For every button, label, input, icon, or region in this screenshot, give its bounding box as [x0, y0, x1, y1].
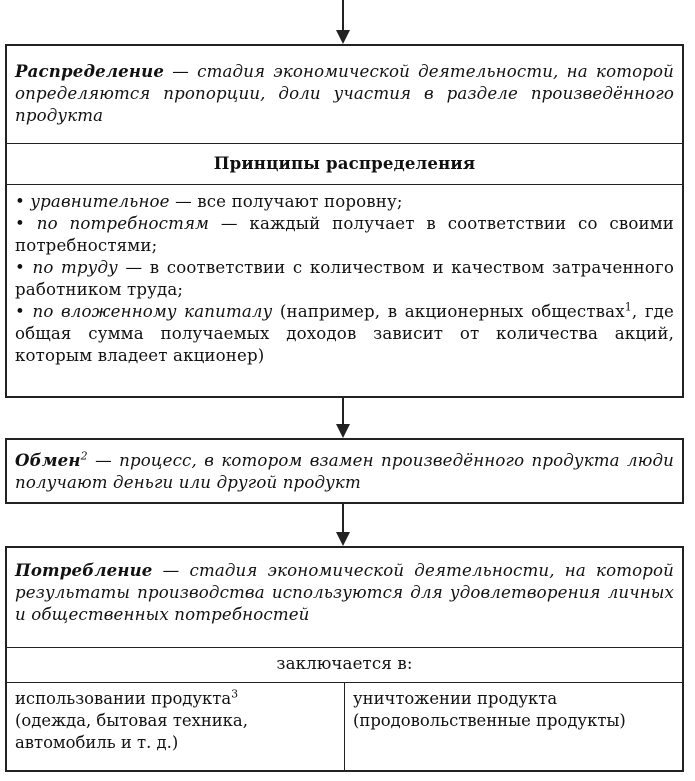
principle-term: по вложенному капиталу [32, 302, 273, 321]
principle-text-continued: , где общая сумма получаемых доходов зависит от количества акций, которым владеет акционер) [15, 302, 675, 365]
arrow-to-consumption-line [342, 504, 344, 534]
principle-text: — в соответствии с количеством и качеством затраченного работником труда; [15, 258, 674, 299]
principles-list [7, 184, 682, 367]
destroy-product-cell [344, 683, 682, 772]
distribution-box [5, 44, 684, 398]
consumption-box [5, 546, 684, 772]
arrow-top-line [342, 0, 344, 32]
principle-text: — все получают поровну; [169, 192, 403, 211]
principle-term: по потребностям [36, 214, 210, 233]
principle-term: по труду [32, 258, 118, 277]
consists-header [7, 647, 682, 682]
consumption-forms-row [7, 682, 682, 772]
exchange-box [5, 438, 684, 504]
arrow-to-exchange-line [342, 398, 344, 426]
footnote-marker: 1 [624, 300, 632, 314]
consumption-definition-text: — стадия экономической деятельности, на которой результаты производства используются для удовлетворения личных и общественных потребностей [15, 561, 674, 624]
exchange-definition-text: — процесс, в котором взамен произведённого продукта люди получают деньги или другой продукт [15, 451, 674, 492]
distribution-term: Распределение [15, 61, 165, 81]
arrow-top-head [336, 30, 350, 44]
principle-item: • по вложенному капиталу (например, в акционерных обществах$^1$, где общая сумма получаемых доходов зависит от количества акций, которым владеет акционер) [15, 300, 675, 365]
arrow-to-exchange-head [336, 424, 350, 438]
arrow-to-consumption-head [336, 532, 350, 546]
use-product-text: использовании продукта [15, 689, 232, 708]
destroy-product-text: уничтожении продукта (продовольственные продукты) [353, 689, 626, 730]
principle-item: • по потребностям — каждый получает в соответствии со своими потребностями; [15, 214, 674, 255]
principle-term: уравнительное [30, 192, 170, 211]
footnote-marker: 3 [231, 687, 239, 701]
consumption-definition [7, 548, 682, 647]
distribution-definition-text: — стадия экономической деятельности, на которой определяются пропорции, доли участия в разделе произведённого продукта [15, 62, 674, 125]
principle-item: • уравнительное — все получают поровну; [15, 192, 403, 211]
principle-text: (например, в акционерных обществах [272, 302, 625, 321]
distribution-definition [7, 46, 682, 143]
principles-title: Принципы распределения [213, 153, 476, 173]
footnote-marker: 2 [80, 449, 88, 463]
exchange-term: Обмен [15, 450, 81, 470]
use-product-examples: (одежда, бытовая техника, автомобиль и т. д.) [15, 711, 248, 752]
principle-text: — каждый получает в соответствии со своими потребностями; [15, 214, 674, 255]
consumption-term: Потребление [15, 560, 153, 580]
use-product-cell [7, 683, 344, 772]
principles-header [7, 143, 682, 184]
exchange-definition [7, 440, 682, 494]
principle-item: • по труду — в соответствии с количеством и качеством затраченного работником труда; [15, 258, 674, 299]
consists-label: заключается в: [276, 654, 413, 673]
